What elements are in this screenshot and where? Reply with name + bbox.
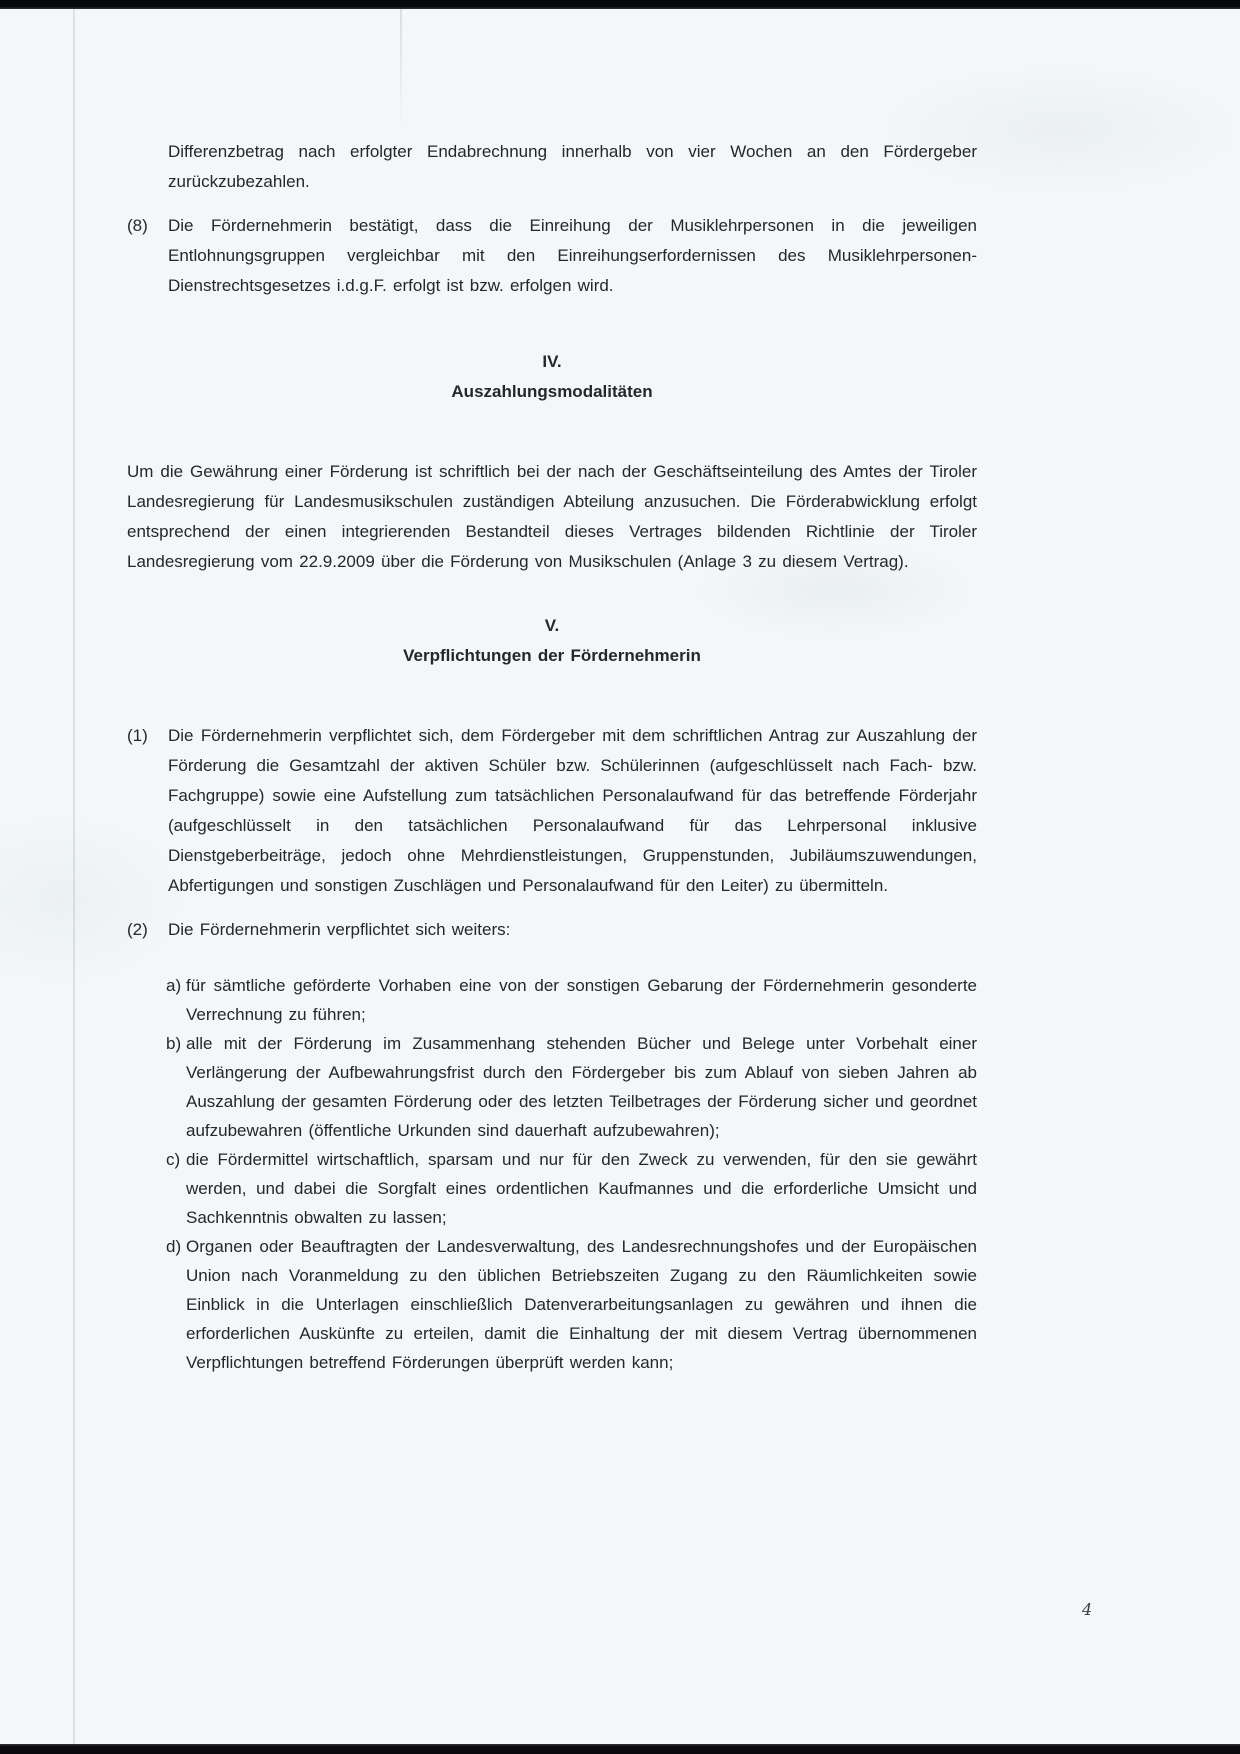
subclause-b-letter: b)	[166, 1034, 182, 1053]
clause-1	[127, 721, 977, 901]
scan-fold-line-left	[73, 9, 75, 1744]
clause-2	[127, 915, 977, 945]
section-v-title: Verpflichtungen der Fördernehmerin	[403, 646, 701, 665]
scan-fold-line-top	[400, 9, 402, 129]
subclause-c	[166, 1145, 977, 1232]
section-heading-iv	[127, 347, 977, 407]
clause-2-text: Die Fördernehmerin verpflichtet sich weiters:	[168, 920, 511, 939]
subclause-a	[166, 971, 977, 1029]
scan-edge-top	[0, 0, 1240, 9]
clause-8-text: Die Fördernehmerin bestätigt, dass die Einreihung der Musiklehrpersonen in die jeweiligen Entlohnungsgruppen vergleichbar mit den Einreihungserfordernissen des Musiklehrpersonen-Dienstrechtsgesetzes i.d.g.F. erfolgt ist bzw. erfolgen wird.	[168, 216, 977, 295]
document-body	[127, 137, 977, 1377]
section-v-numeral: V.	[544, 616, 560, 635]
scan-edge-bottom	[0, 1744, 1240, 1754]
subclause-c-text: die Fördermittel wirtschaftlich, sparsam und nur für den Zweck zu verwenden, für den sie gewährt werden, und dabei die Sorgfalt eines ordentlichen Kaufmannes und die erforderliche Umsicht und Sachkenntnis obwalten zu lassen;	[186, 1150, 977, 1227]
clause-8	[127, 211, 977, 301]
section-iv-title: Auszahlungsmodalitäten	[451, 382, 653, 401]
page-number: 4	[1082, 1600, 1093, 1619]
clause-1-number: (1)	[127, 726, 148, 745]
subclause-d-text: Organen oder Beauftragten der Landesverwaltung, des Landesrechnungshofes und der Europäischen Union nach Voranmeldung zu den üblichen Betriebszeiten Zugang zu den Räumlichkeiten sowie Einblick in die Unterlagen einschließlich Datenverarbeitungsanlagen zu gewähren und ihnen die erforderlichen Auskünfte zu erteilen, damit die Einhaltung der mit diesem Vertrag übernommenen Verpflichtungen betreffend Förderungen überprüft werden kann;	[186, 1237, 977, 1372]
subclause-b-text: alle mit der Förderung im Zusammenhang stehenden Bücher und Belege unter Vorbehalt einer Verlängerung der Aufbewahrungsfrist durch den Fördergeber bis zum Ablauf von sieben Jahren ab Auszahlung der gesamten Förderung oder des letzten Teilbetrages der Förderung sicher und geordnet aufzubewahren (öffentliche Urkunden sind dauerhaft aufzubewahren);	[186, 1034, 977, 1140]
subclause-list	[166, 971, 977, 1377]
clause-8-number: (8)	[127, 216, 148, 235]
subclause-d	[166, 1232, 977, 1377]
subclause-c-letter: c)	[166, 1150, 181, 1169]
section-heading-v	[127, 611, 977, 671]
section-iv-paragraph: Um die Gewährung einer Förderung ist schriftlich bei der nach der Geschäftseinteilung des Amtes der Tiroler Landesregierung für Landesmusikschulen zuständigen Abteilung anzusuchen. Die Förderabwicklung erfolgt entsprechend der einen integrierenden Bestandteil dieses Vertrages bildenden Richtlinie der Tiroler Landesregierung vom 22.9.2009 über die Förderung von Musikschulen (Anlage 3 zu diesem Vertrag).	[127, 462, 977, 571]
clause-1-text: Die Fördernehmerin verpflichtet sich, dem Fördergeber mit dem schriftlichen Antrag zur Auszahlung der Förderung die Gesamtzahl der aktiven Schüler bzw. Schülerinnen (aufgeschlüsselt nach Fach- bzw. Fachgruppe) sowie eine Aufstellung zum tatsächlichen Personalaufwand für das betreffende Förderjahr (aufgeschlüsselt in den tatsächlichen Personalaufwand für das Lehrpersonal inklusive Dienstgeberbeiträge, jedoch ohne Mehrdienstleistungen, Gruppenstunden, Jubiläumszuwendungen, Abfertigungen und sonstigen Zuschlägen und Personalaufwand für den Leiter) zu übermitteln.	[168, 726, 977, 895]
subclause-b	[166, 1029, 977, 1145]
subclause-d-letter: d)	[166, 1237, 182, 1256]
clause-2-number: (2)	[127, 920, 148, 939]
paragraph-continuation: Differenzbetrag nach erfolgter Endabrechnung innerhalb von vier Wochen an den Fördergeber zurückzubezahlen.	[168, 142, 977, 191]
subclause-a-text: für sämtliche geförderte Vorhaben eine von der sonstigen Gebarung der Fördernehmerin gesonderte Verrechnung zu führen;	[186, 976, 977, 1024]
section-iv-numeral: IV.	[542, 352, 562, 371]
subclause-a-letter: a)	[166, 976, 182, 995]
